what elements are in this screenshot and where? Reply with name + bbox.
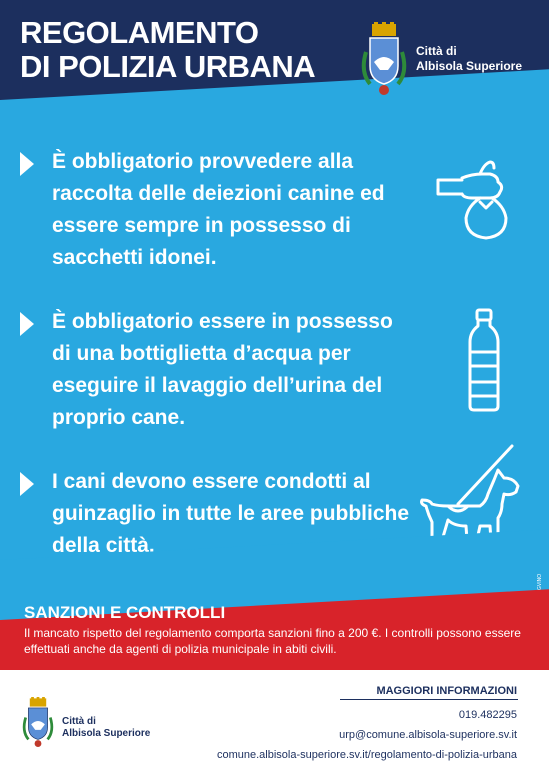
water-bottle-icon [466,308,502,412]
sanctions-title: SANZIONI E CONTROLLI [24,603,226,622]
rule-item-1 [20,146,400,276]
website-link[interactable]: comune.albisola-superiore.sv.it/regolamento-di-polizia-urbana [216,749,517,761]
credit-text: GVINO [537,573,543,590]
sanctions-text: Il mancato rispetto del regolamento comporta sanzioni fino a 200 €. I controlli possono essere effettuati anche da agenti di polizia municipale in abiti civili. [24,626,521,656]
hand-bag-icon [432,158,514,242]
bullet-arrow-icon [20,472,34,496]
city-crest-small-icon [20,697,56,749]
title-line-1: REGOLAMENTO [20,15,259,50]
rule-text: I cani devono essere condotti al guinzaglio in tutte le aree pubbliche della città. [52,470,410,557]
city-crest-icon [358,22,410,98]
rule-item-2 [20,306,400,436]
info-title: MAGGIORI INFORMAZIONI [376,685,517,697]
title-line-2: DI POLIZIA URBANA [20,49,316,84]
city-name-header: Città di Albisola Superiore [416,44,523,73]
bullet-arrow-icon [20,152,34,176]
rule-text: È obbligatorio essere in possesso di una bottiglietta d’acqua per eseguire il lavaggio dell’urina del proprio cane. [52,310,393,429]
page-title [20,16,315,84]
bullet-arrow-icon [20,312,34,336]
city-name-footer: Città di Albisola Superiore [62,716,151,739]
rule-text: È obbligatorio provvedere alla raccolta delle deiezioni canine ed essere sempre in possesso di sacchetti idonei. [52,150,385,269]
contact-info [217,684,517,765]
phone-number: 019.482295 [458,709,517,721]
email-link[interactable]: urp@comune.albisola-superiore.sv.it [339,729,517,741]
